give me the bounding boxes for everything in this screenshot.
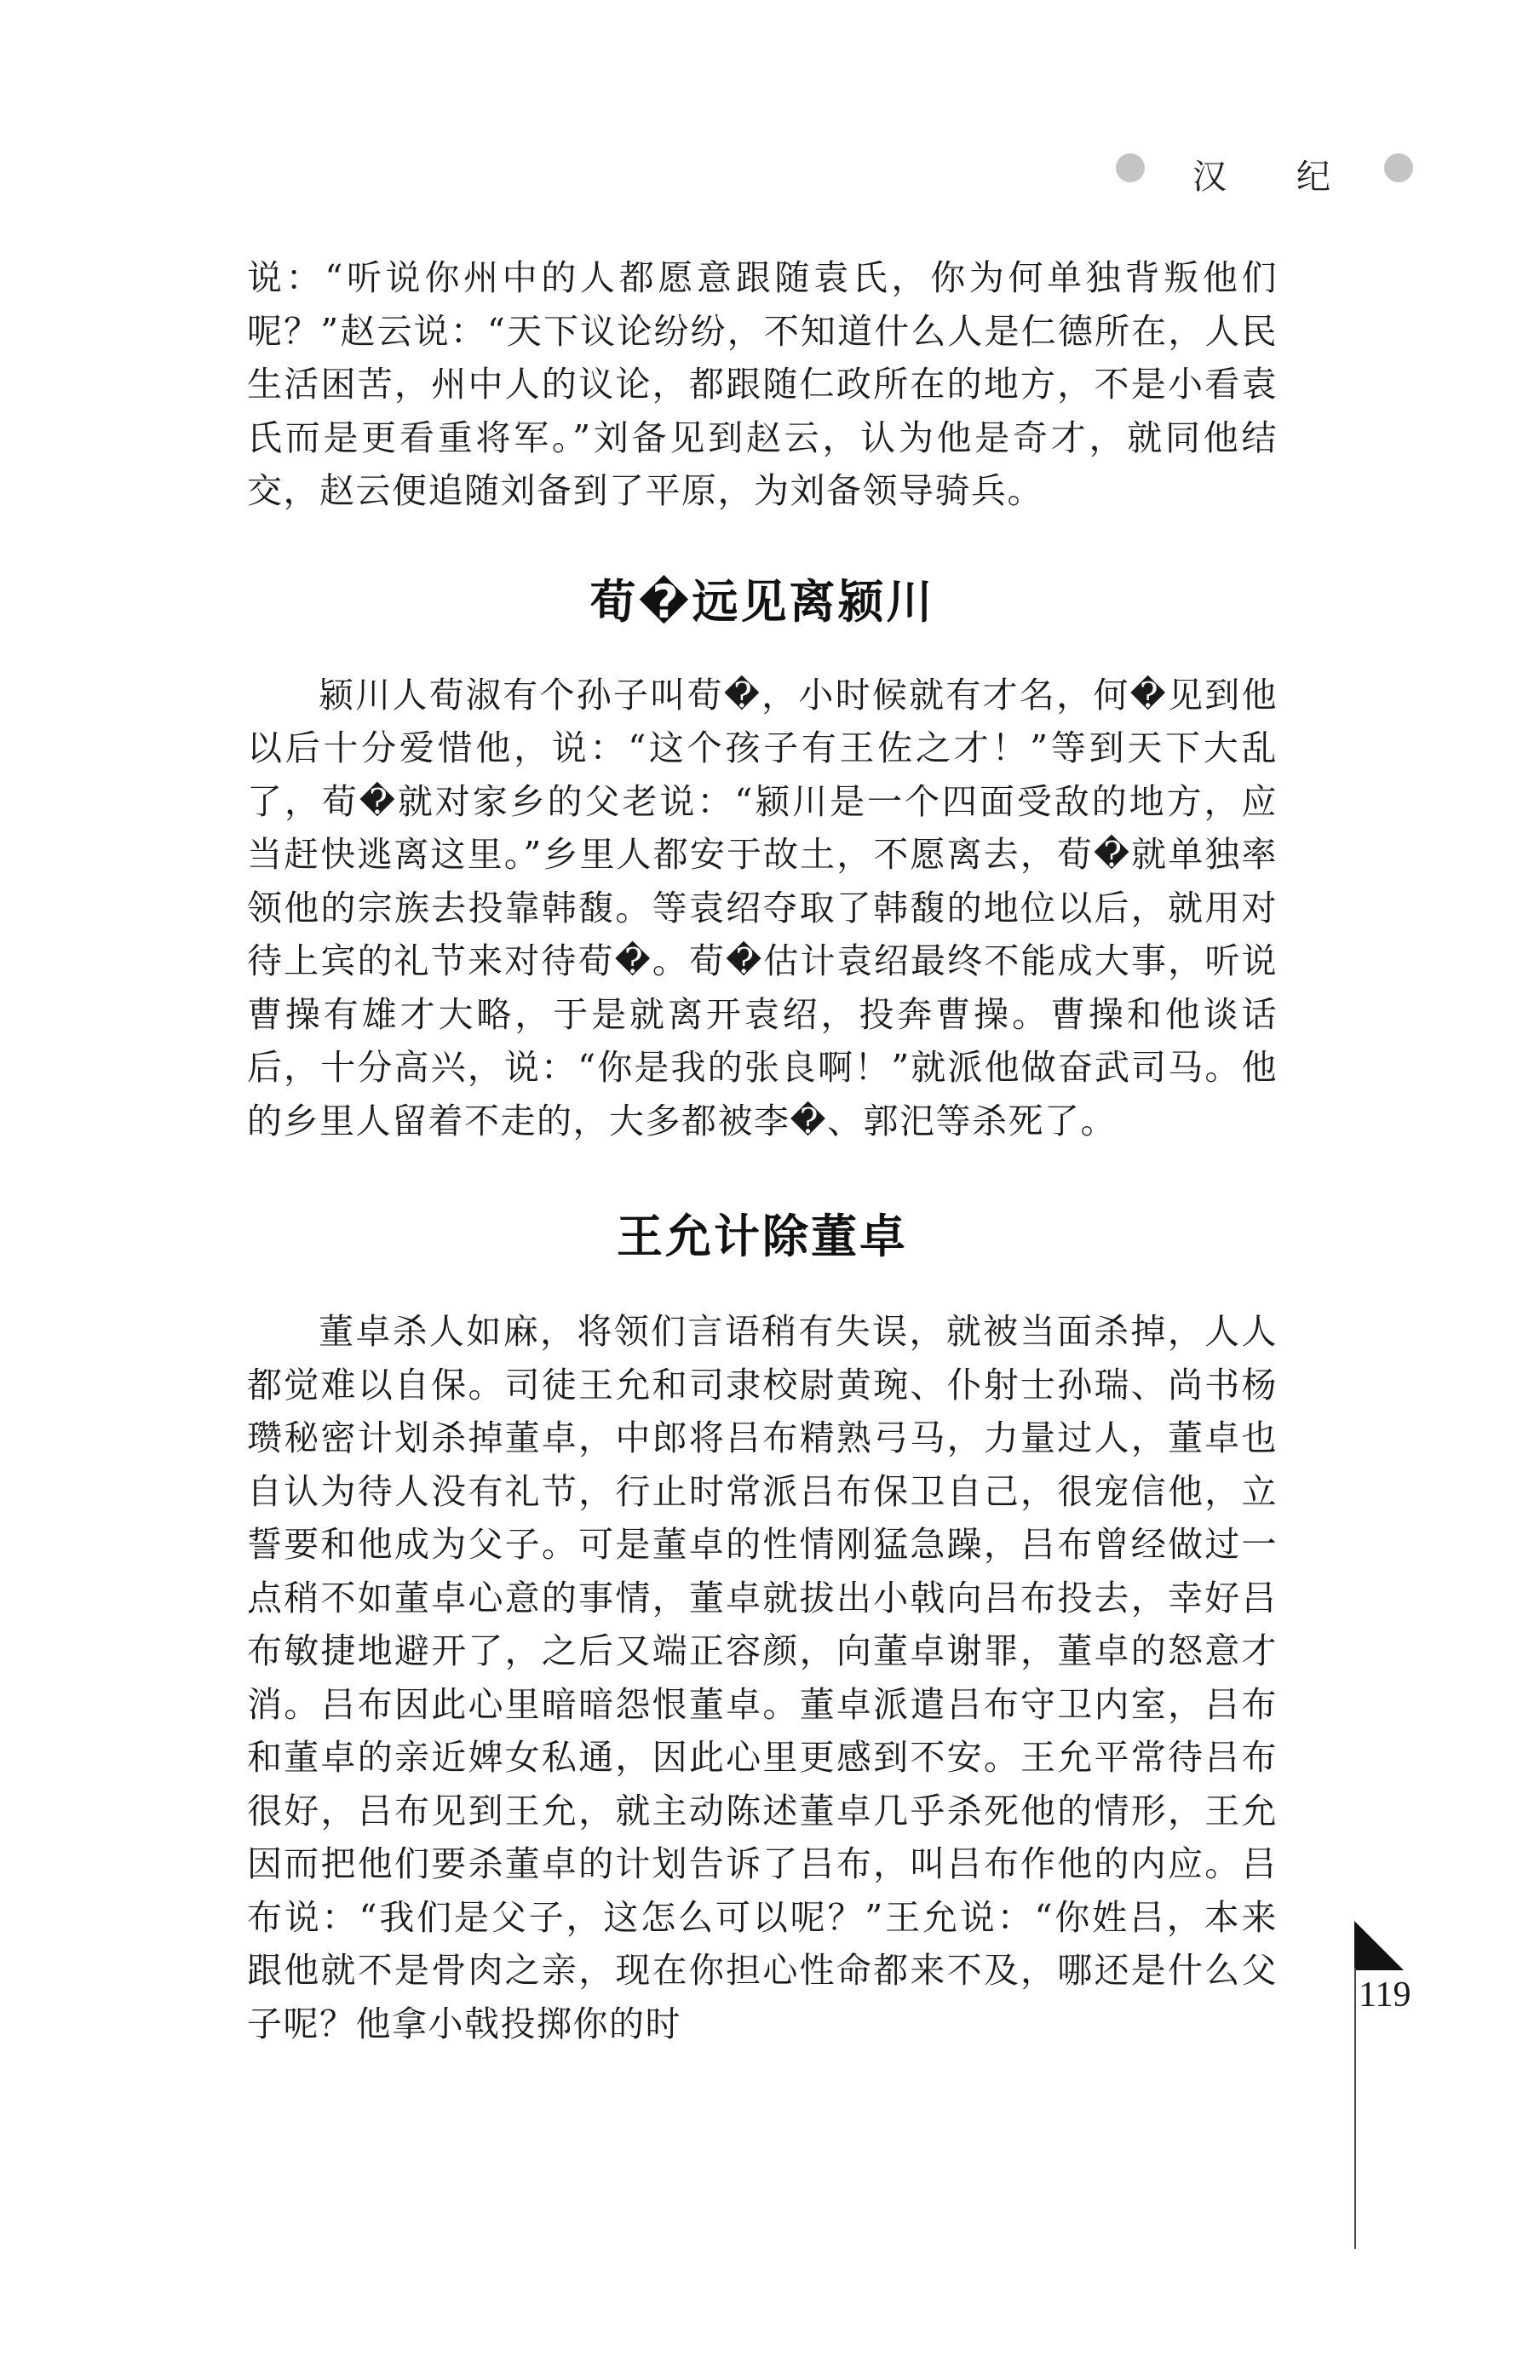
header-title-char-2: 纪	[1296, 158, 1330, 197]
margin-rule	[1354, 1968, 1356, 2249]
section-title-wang-yun: 王允计除董卓	[617, 1210, 908, 1263]
continued-paragraph: 说：“听说你州中的人都愿意跟随袁氏，你为何单独背叛他们呢？”赵云说：“天下议论纷纷，不知道什么人是仁德所在，人民生活困苦，州中人的议论，都跟随仁政所在的地方，不是小看袁氏而是更看重将军。”刘备见到赵云，认为他是奇才，就同他结交，赵云便追随刘备到了平原，为刘备领导骑兵。	[247, 257, 1278, 511]
section-title-xun-yu: 荀�远见离颍川	[589, 574, 935, 629]
page-body	[247, 251, 1278, 2050]
section-body-xun-yu: 颍川人荀淑有个孙子叫荀�，小时候就有才名，何�见到他以后十分爱惜他，说：“这个孩子有王佐之才！”等到天下大乱了，荀�就对家乡的父老说：“颍川是一个四面受敌的地方，应当赶快逃离这里。”乡里人都安于故土，不愿离去，荀�就单独率领他的宗族去投靠韩馥。等袁绍夺取了韩馥的地位以后，就用对待上宾的礼节来对待荀�。荀�估计袁绍最终不能成大事，听说曹操有雄才大略，于是就离开袁绍，投奔曹操。曹操和他谈话后，十分高兴，说：“你是我的张良啊！”就派他做奋武司马。他的乡里人留着不走的，大多都被李�、郭汜等杀死了。	[247, 674, 1278, 1141]
header-dot-right-icon	[1384, 153, 1413, 182]
section-body-wang-yun: 董卓杀人如麻，将领们言语稍有失误，就被当面杀掉，人人都觉难以自保。司徒王允和司隶校尉黄琬、仆射士孙瑞、尚书杨瓒秘密计划杀掉董卓，中郎将吕布精熟弓马，力量过人，董卓也自认为待人没有礼节，行止时常派吕布保卫自己，很宠信他，立誓要和他成为父子。可是董卓的性情刚猛急躁，吕布曾经做过一点稍不如董卓心意的事情，董卓就拔出小戟向吕布投去，幸好吕布敏捷地避开了，之后又端正容颜，向董卓谢罪，董卓的怒意才消。吕布因此心里暗暗怨恨董卓。董卓派遣吕布守卫内室，吕布和董卓的亲近婢女私通，因此心里更感到不安。王允平常待吕布很好，吕布见到王允，就主动陈述董卓几乎杀死他的情形，王允因而把他们要杀董卓的计划告诉了吕布，叫吕布作他的内应。吕布说：“我们是父子，这怎么可以呢？”王允说：“你姓吕，本来跟他就不是骨肉之亲，现在你担心性命都来不及，哪还是什么父子呢？他拿小戟投掷你的时	[247, 1311, 1278, 2044]
running-header	[1107, 143, 1448, 197]
header-dot-left-icon	[1116, 153, 1145, 182]
page-number: 119	[1359, 1975, 1411, 2015]
header-title-char-1: 汉	[1192, 158, 1227, 197]
page-corner-triangle-icon	[1354, 1921, 1405, 1972]
